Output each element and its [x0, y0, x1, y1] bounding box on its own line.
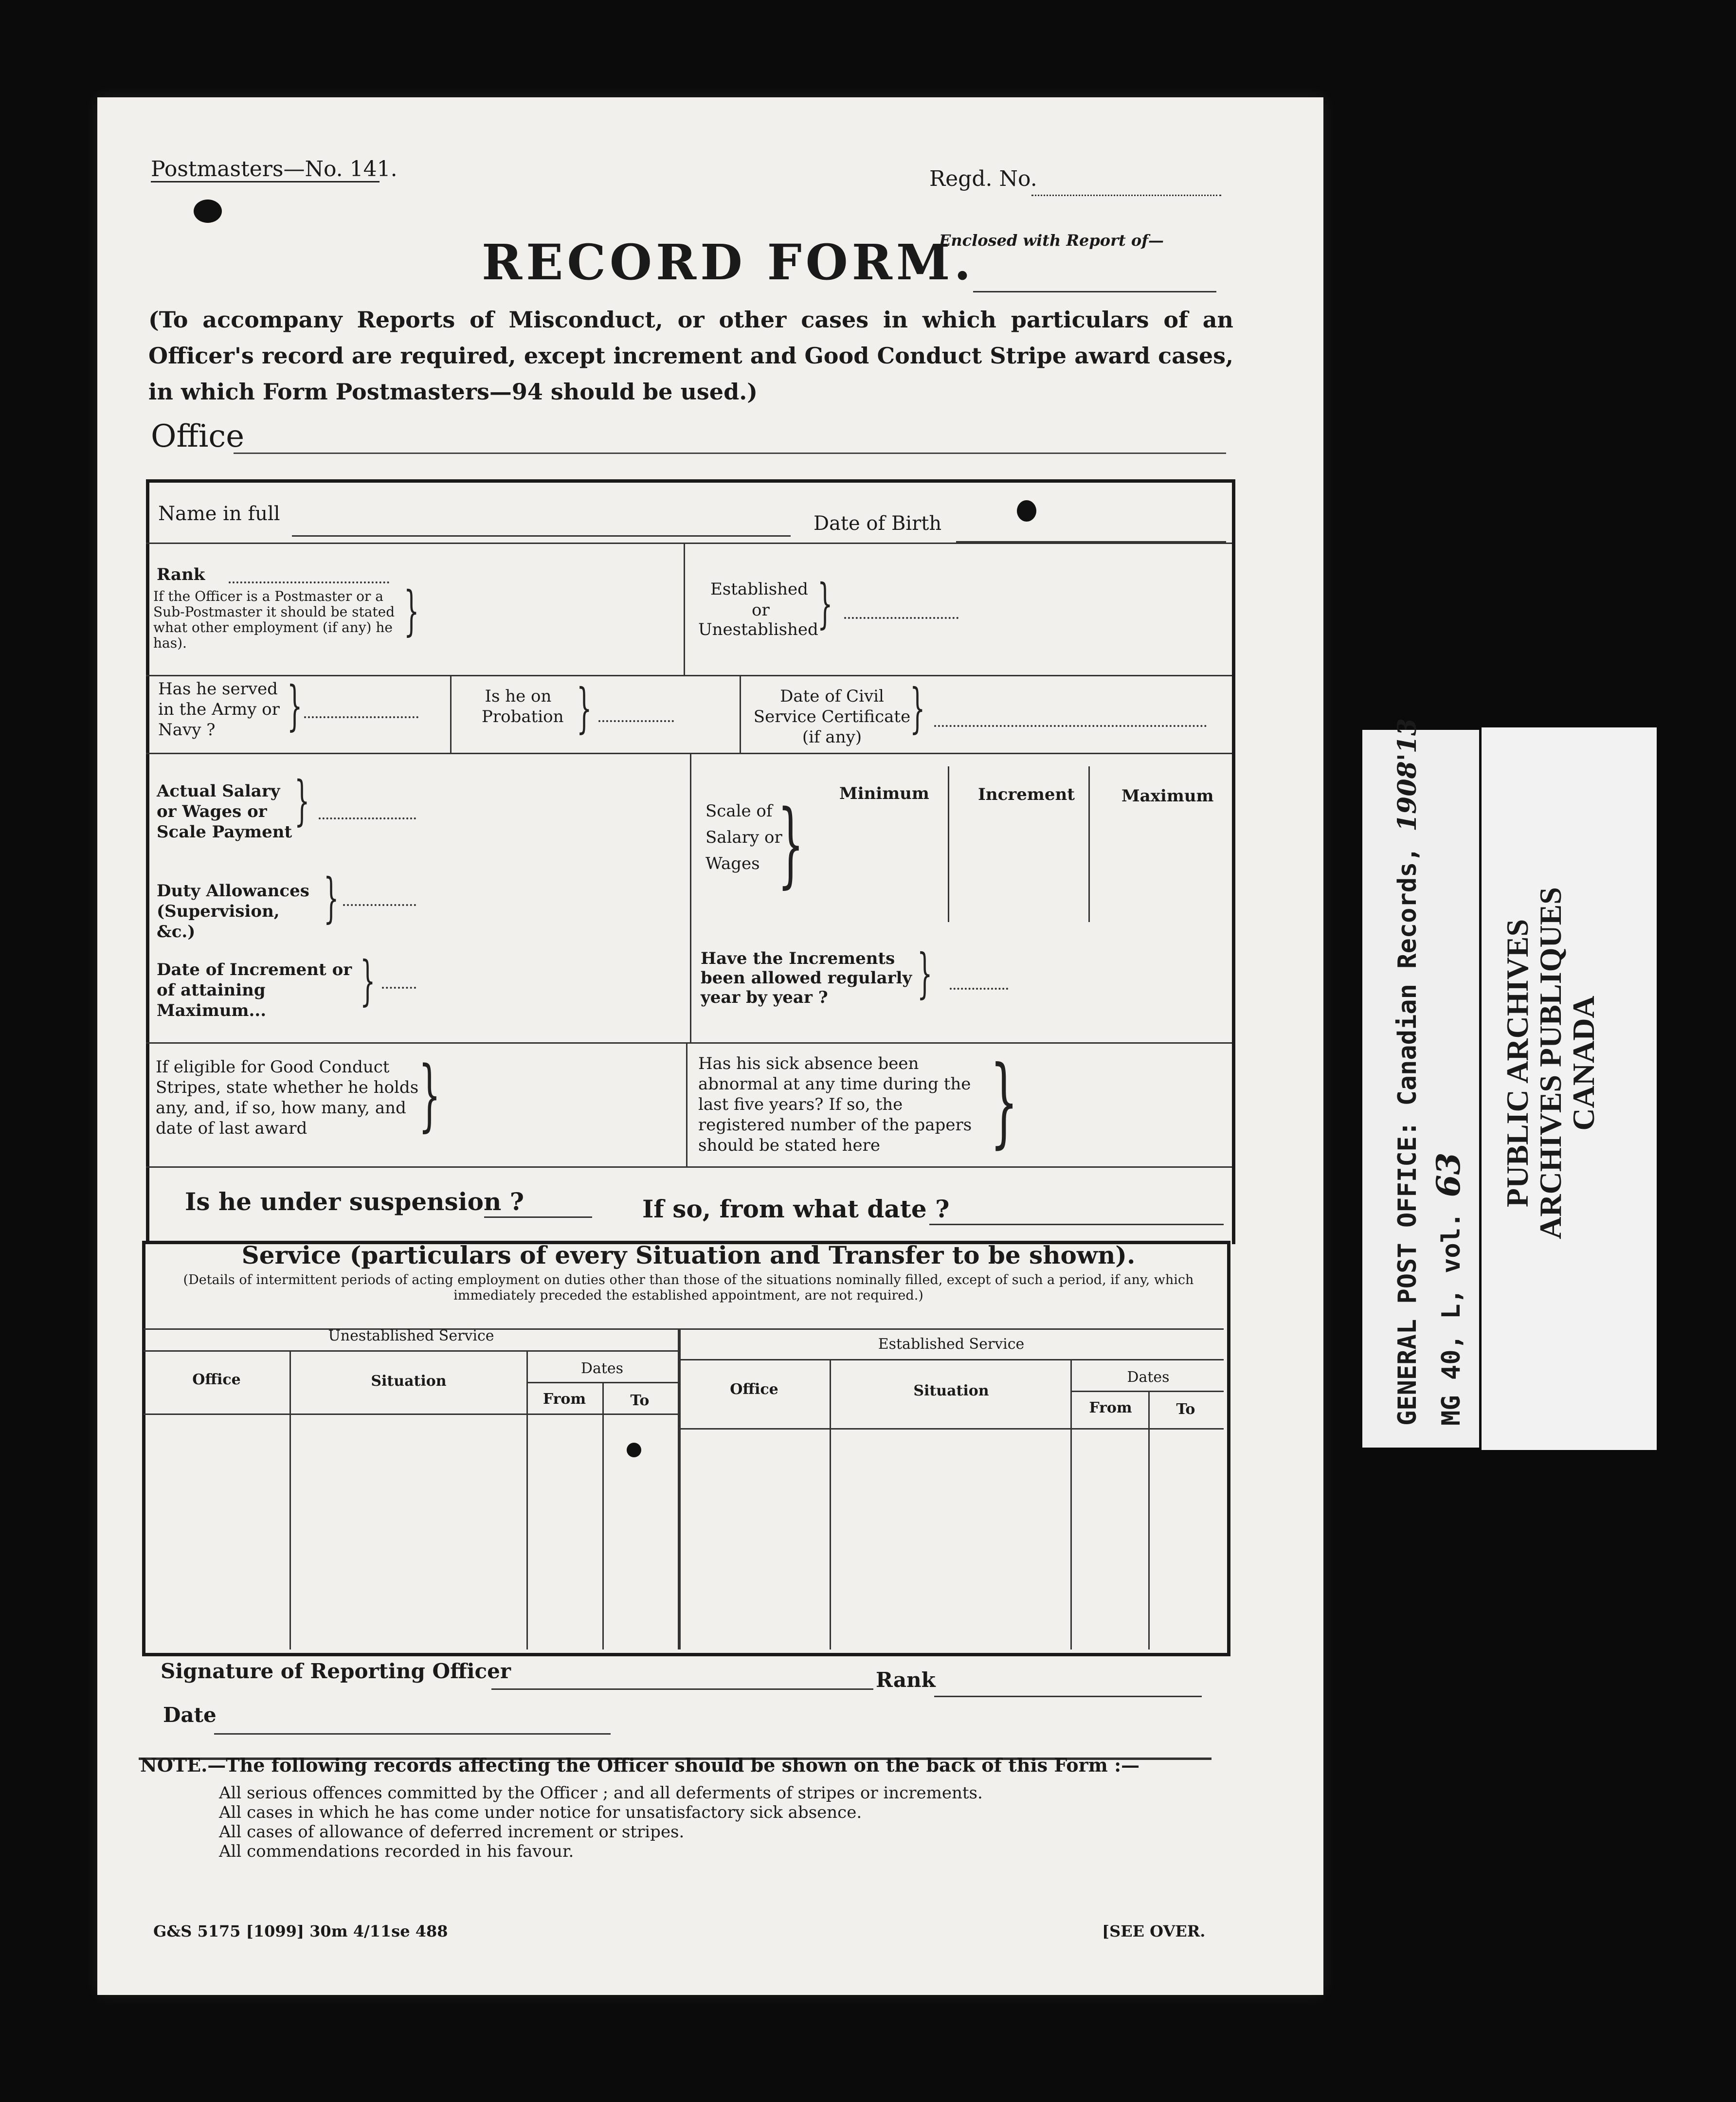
- enclosed-field[interactable]: [973, 291, 1216, 292]
- archive-stamp: [1482, 727, 1657, 1450]
- date-label: Date: [163, 1703, 217, 1727]
- column-divider: [602, 1382, 604, 1649]
- col-to-header: To: [630, 1392, 650, 1409]
- note-items: [219, 1783, 983, 1861]
- archive-stamp-line-2: ARCHIVES PUBLIQUES: [1533, 887, 1568, 1239]
- brace-icon: }: [360, 949, 376, 1012]
- rank-note: If the Officer is a Postmaster or a Sub-Postmaster it should be stated what other employment (if any) he has).: [153, 588, 395, 651]
- established-field[interactable]: [844, 617, 958, 619]
- column-divider: [740, 675, 741, 753]
- maximum-header: Maximum: [1121, 786, 1214, 806]
- brace-icon: }: [990, 1045, 1018, 1159]
- note-item: All cases in which he has come under notice for unsatisfactory sick absence.: [219, 1803, 862, 1822]
- service-title: Service (particulars of every Situation and Transfer to be shown).: [241, 1241, 1136, 1269]
- civil-service-label: Date of Civil Service Certificate (if any): [753, 687, 911, 747]
- sick-absence-label: Has his sick absence been abnormal at any time during the last five years? If so, the registered number of the papers should be stated here: [698, 1054, 972, 1155]
- row-divider: [679, 1359, 1224, 1360]
- column-divider: [1088, 766, 1090, 922]
- note-item: All serious offences committed by the Officer ; and all deferments of stripes or increments.: [219, 1783, 983, 1803]
- ink-blot: [194, 199, 222, 223]
- note-item: All commendations recorded in his favour.: [219, 1842, 574, 1861]
- brace-icon: }: [577, 677, 592, 739]
- name-in-full-field[interactable]: [292, 535, 791, 537]
- archive-stamp-line-3: CANADA: [1566, 996, 1601, 1131]
- note-heading: NOTE.—The following records affecting the Officer should be shown on the back of this Form :—: [140, 1754, 1140, 1776]
- rank-label: Rank: [157, 565, 205, 584]
- form-intro: (To accompany Reports of Misconduct, or other cases in which particulars of an Officer's record are required, except increment and Good Conduct Stripe award cases, in which Form Postmasters—94 should be used.): [148, 307, 1233, 405]
- archive-handwritten-years: 1908'13: [1392, 718, 1422, 832]
- suspension-label: Is he under suspension ?: [185, 1187, 524, 1216]
- or-label: or: [752, 600, 770, 620]
- ink-blot: [627, 1443, 641, 1457]
- ink-blot: [1017, 500, 1036, 522]
- army-navy-label: Has he served in the Army or Navy ?: [158, 679, 280, 740]
- good-conduct-label: If eligible for Good Conduct Stripes, state whether he holds any, and, if so, how many, and date of last award: [156, 1057, 419, 1138]
- increments-allowed-label: Have the Increments been allowed regularly year by year ?: [701, 949, 912, 1007]
- brace-icon: }: [817, 572, 833, 634]
- brace-icon: }: [287, 674, 303, 737]
- from-what-date-field[interactable]: [929, 1224, 1224, 1225]
- note-item: All cases of allowance of deferred increment or stripes.: [219, 1822, 685, 1842]
- date-field[interactable]: [214, 1733, 611, 1735]
- signature-label: Signature of Reporting Officer: [161, 1659, 511, 1683]
- suspension-field[interactable]: [484, 1216, 592, 1218]
- row-divider: [146, 1042, 1232, 1044]
- scale-of-salary-label: Scale of Salary or Wages: [705, 801, 782, 873]
- row-divider: [146, 675, 1232, 676]
- signature-field[interactable]: [491, 1688, 873, 1690]
- brace-icon: }: [294, 769, 310, 832]
- duty-allowances-field[interactable]: [343, 904, 416, 906]
- print-code: G&S 5175 [1099] 30m 4/11se 488: [153, 1922, 448, 1940]
- col-from-header: From: [1089, 1399, 1132, 1416]
- col-from-header: From: [542, 1391, 586, 1408]
- sig-rank-field[interactable]: [934, 1696, 1202, 1697]
- office-label: Office: [151, 418, 245, 454]
- archive-line-1-text: GENERAL POST OFFICE: Canadian Records,: [1393, 847, 1422, 1426]
- regd-no-field[interactable]: [1031, 195, 1221, 196]
- row-divider: [146, 543, 1232, 544]
- brace-icon: }: [324, 867, 339, 929]
- name-in-full-label: Name in full: [158, 503, 280, 525]
- civil-service-field[interactable]: [934, 725, 1207, 727]
- column-divider: [289, 1350, 291, 1649]
- row-divider: [146, 753, 1232, 754]
- column-divider: [684, 543, 685, 675]
- date-of-increment-field[interactable]: [382, 987, 416, 989]
- rank-field[interactable]: [229, 581, 389, 583]
- col-office-header: Office: [730, 1381, 778, 1398]
- probation-label: Is he on Probation: [482, 687, 564, 726]
- column-divider: [830, 1359, 831, 1649]
- service-note: (Details of intermittent periods of acting employment on duties other than those of the situations nominally filled, except of such a period, if any, which immediately preceded the established appointment, are not required.): [183, 1272, 1194, 1303]
- column-divider: [678, 1328, 681, 1649]
- sig-rank-label: Rank: [876, 1668, 936, 1692]
- column-divider: [686, 1042, 687, 1166]
- date-of-birth-label: Date of Birth: [814, 512, 942, 535]
- col-to-header: To: [1176, 1401, 1195, 1418]
- actual-salary-field[interactable]: [319, 817, 416, 819]
- column-divider: [1070, 1359, 1072, 1649]
- column-divider: [948, 766, 949, 922]
- date-of-increment-label: Date of Increment or of attaining Maximum...: [157, 960, 352, 1020]
- increments-allowed-field[interactable]: [950, 988, 1008, 990]
- row-divider: [146, 1166, 1232, 1168]
- increment-header: Increment: [978, 785, 1075, 804]
- unestablished-label: Unestablished: [698, 620, 818, 639]
- brace-icon: }: [404, 580, 419, 642]
- col-dates-header: Dates: [1127, 1369, 1170, 1386]
- army-navy-field[interactable]: [304, 716, 418, 718]
- brace-icon: }: [778, 790, 804, 898]
- brace-icon: }: [917, 942, 933, 1004]
- see-over-note: [SEE OVER.: [1102, 1922, 1206, 1940]
- minimum-header: Minimum: [839, 784, 929, 803]
- enclosed-label: Enclosed with Report of—: [939, 231, 1164, 250]
- form-title: RECORD FORM.: [482, 234, 975, 291]
- form-number: Postmasters—No. 141.: [151, 157, 398, 181]
- office-field[interactable]: [234, 453, 1226, 454]
- col-situation-header: Situation: [371, 1373, 447, 1390]
- col-situation-header: Situation: [913, 1382, 989, 1399]
- established-label: Established: [710, 580, 808, 599]
- column-divider: [450, 675, 452, 753]
- duty-allowances-label: Duty Allowances (Supervision, &c.): [157, 881, 309, 942]
- archive-volume-number: 63: [1429, 1152, 1467, 1197]
- unestablished-service-header: Unestablished Service: [328, 1327, 494, 1344]
- archive-line-1: [1392, 718, 1422, 1426]
- header-rule: [151, 181, 380, 182]
- archive-reference-label: [1362, 718, 1479, 1448]
- column-divider: [690, 753, 691, 1042]
- col-dates-header: Dates: [580, 1360, 624, 1377]
- archive-stamp-text: [1501, 849, 1600, 1277]
- row-divider: [679, 1428, 1224, 1430]
- established-service-header: Established Service: [878, 1336, 1025, 1353]
- probation-field[interactable]: [598, 720, 674, 722]
- row-divider: [144, 1413, 679, 1415]
- actual-salary-label: Actual Salary or Wages or Scale Payment: [157, 781, 292, 842]
- row-divider: [1070, 1391, 1224, 1392]
- col-office-header: Office: [192, 1371, 241, 1388]
- row-divider: [144, 1350, 679, 1352]
- regd-no-label: Regd. No.: [929, 166, 1037, 191]
- from-what-date-label: If so, from what date ?: [642, 1195, 950, 1223]
- brace-icon: }: [418, 1049, 441, 1140]
- archive-line-2-text: MG 40, L, vol.: [1437, 1212, 1466, 1426]
- brace-icon: }: [910, 677, 925, 739]
- archive-line-2: [1429, 1153, 1467, 1426]
- archive-stamp-line-1: PUBLIC ARCHIVES: [1500, 919, 1535, 1208]
